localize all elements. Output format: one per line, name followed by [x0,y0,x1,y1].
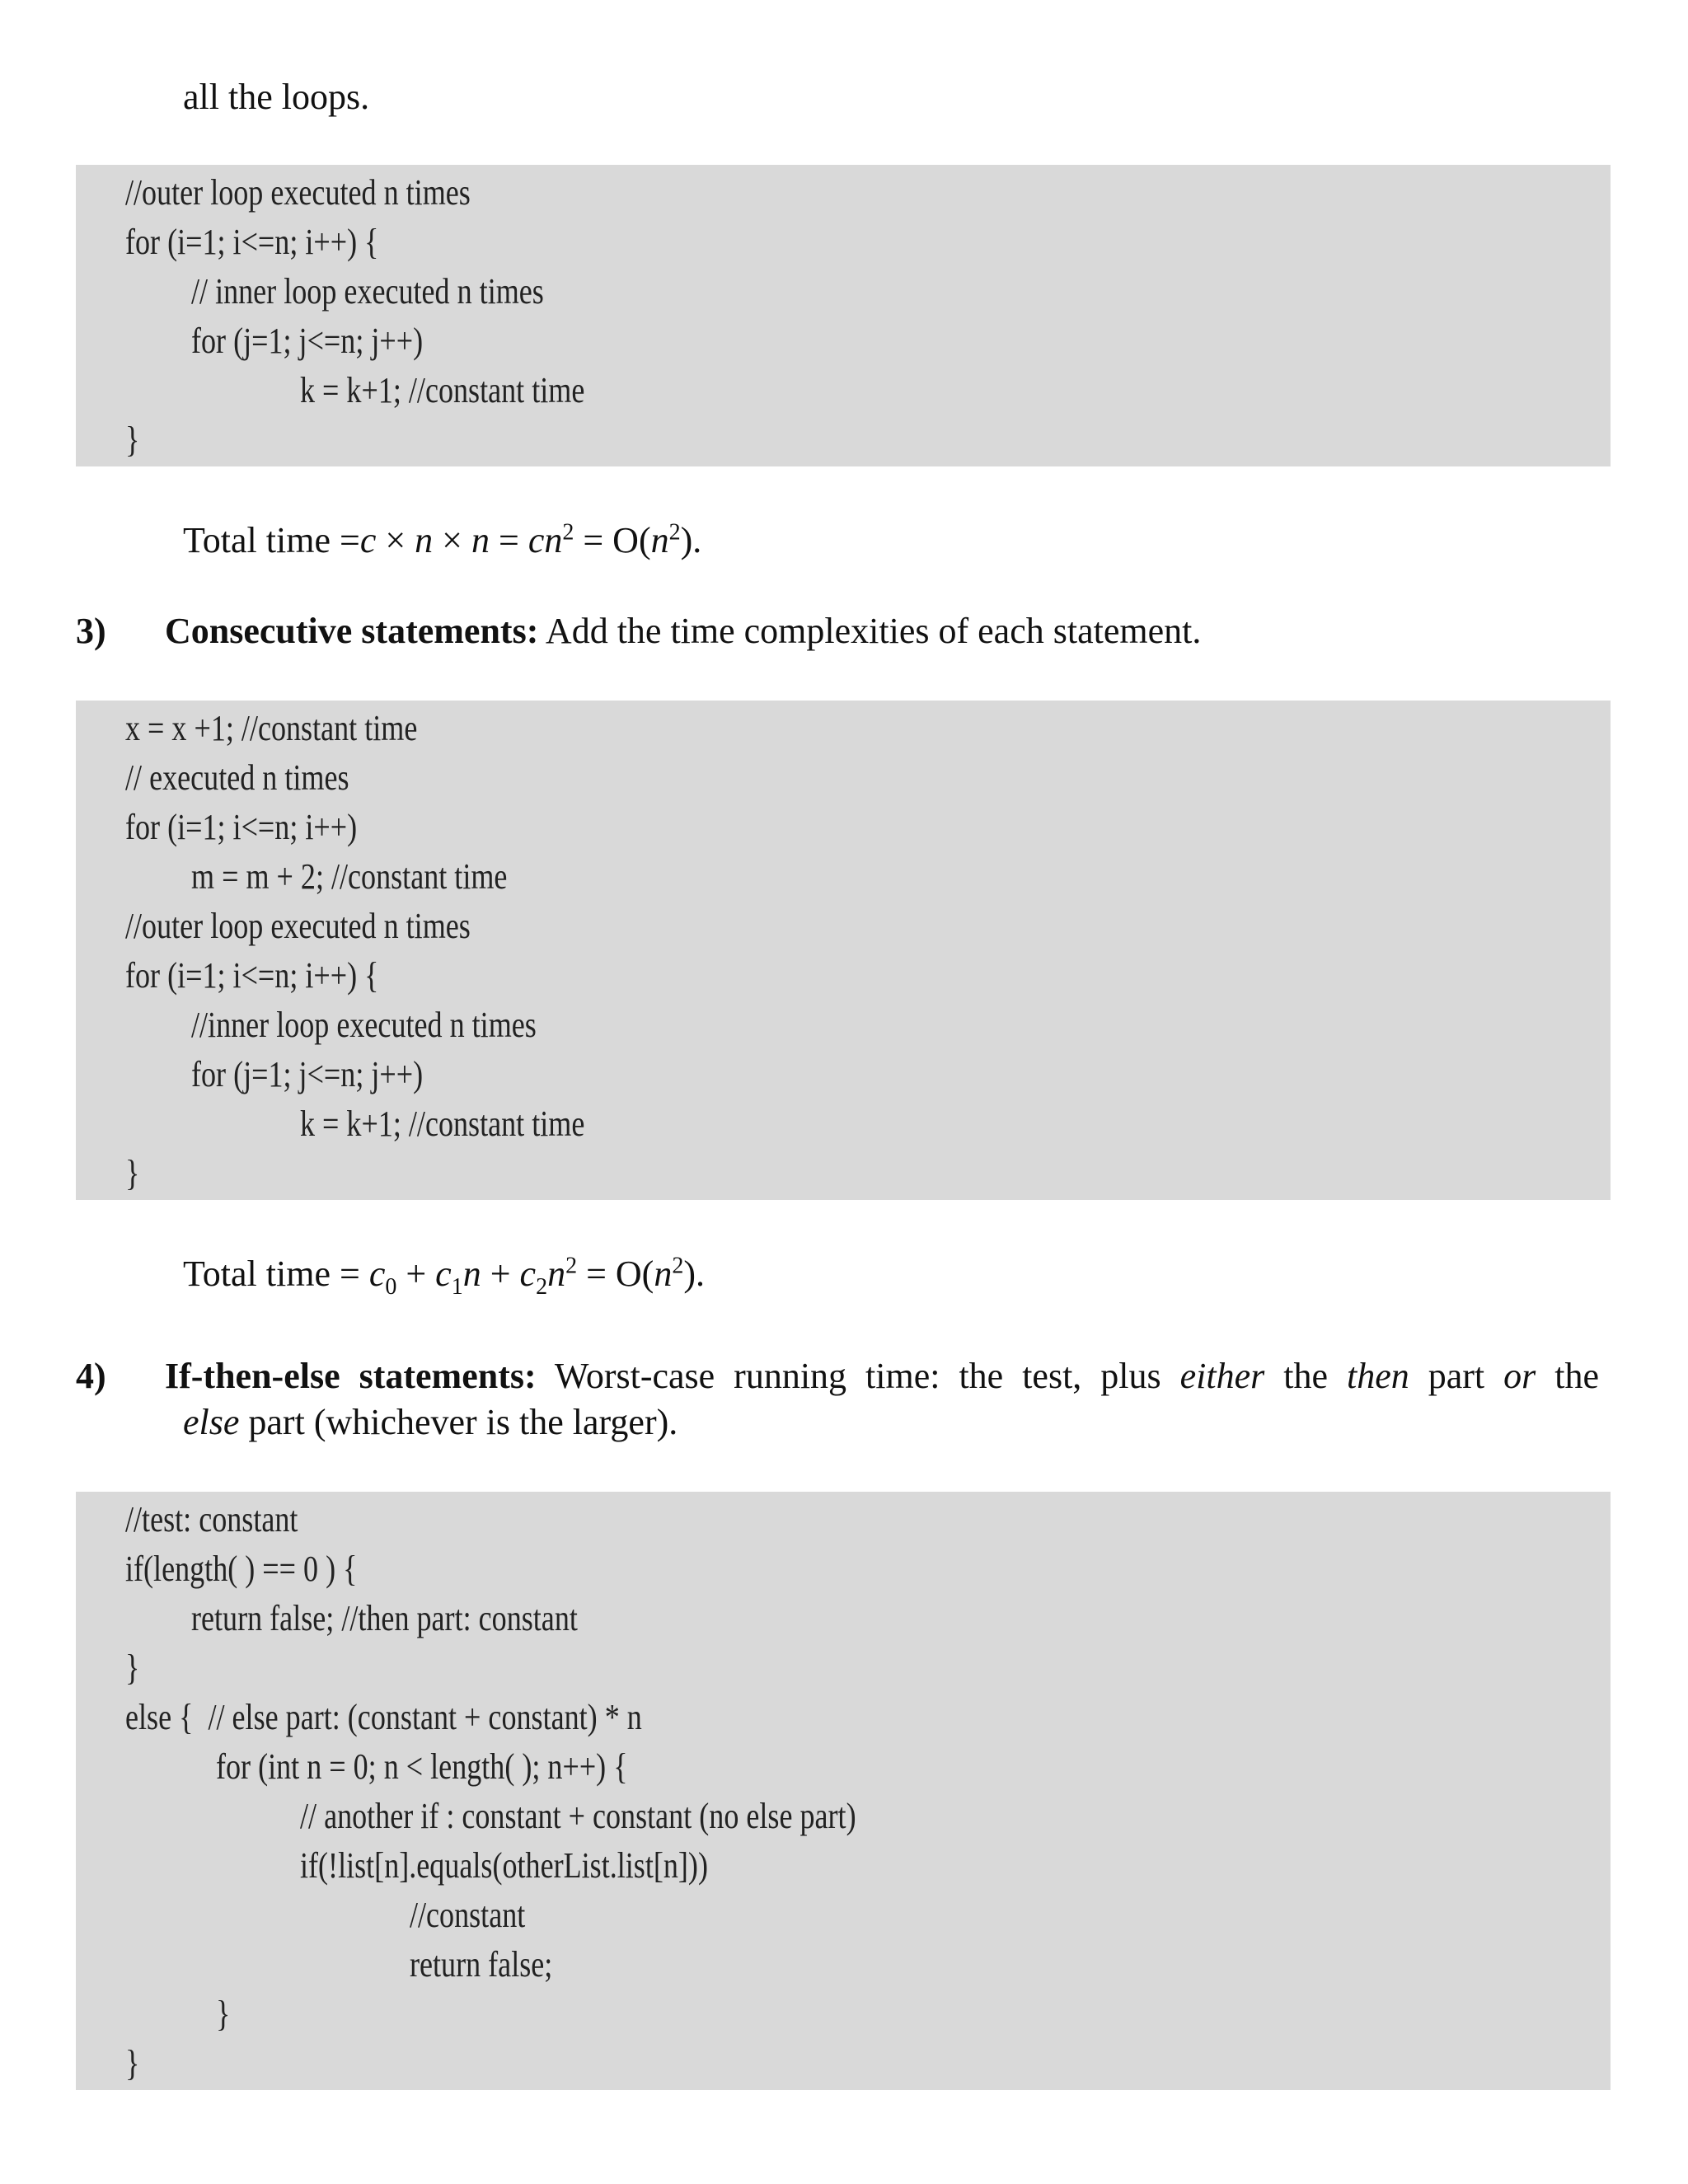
code-line: x = x +1; //constant time [125,708,418,748]
section-4-text-line-1: If-then-else statements: Worst-case running time: the test, plus either the then part or the [165,1356,1599,1396]
section-heading: If-then-else statements: [165,1356,537,1396]
code-block-consecutive [76,701,1611,1200]
code-line: } [125,2043,140,2083]
code-line: // inner loop executed n times [191,271,544,312]
section-number: 3) [76,611,106,651]
code-line: // executed n times [125,757,349,798]
code-block-if-then-else [76,1492,1611,2090]
code-line: for (j=1; j<=n; j++) [191,1054,424,1094]
section-4-text-line-2: else part (whichever is the larger). [183,1402,678,1442]
code-line: m = m + 2; //constant time [191,856,508,897]
section-number: 4) [76,1356,106,1396]
code-line: } [125,419,140,460]
code-line: k = k+1; //constant time [300,370,585,410]
code-line: //test: constant [125,1499,298,1540]
code-line: for (i=1; i<=n; i++) { [125,222,379,262]
code-line: if(!list[n].equals(otherList.list[n])) [300,1845,708,1886]
code-line: } [125,1647,140,1688]
code-line: for (int n = 0; n < length( ); n++) { [216,1746,628,1787]
code-line: for (j=1; j<=n; j++) [191,321,424,361]
code-line: //outer loop executed n times [125,172,471,213]
total-time-formula-1: Total time $=c \times n \times n = cn^2 = O(n^2)$. [183,519,702,560]
code-line: //constant [410,1895,526,1935]
code-line: return false; //then part: constant [191,1598,578,1638]
section-heading: Consecutive statements: [165,611,539,651]
code-line: //inner loop executed n times [191,1005,537,1045]
code-line: for (i=1; i<=n; i++) [125,807,358,847]
code-line: //outer loop executed n times [125,906,471,946]
code-line: for (i=1; i<=n; i++) { [125,955,379,996]
code-line: } [216,1994,231,2034]
section-3-text: Consecutive statements: Add the time complexities of each statement. [165,611,1202,651]
code-line: return false; [410,1944,553,1985]
code-line: } [125,1153,140,1193]
code-line: else { // else part: (constant + constant) * n [125,1697,642,1737]
total-time-formula-2: Total time = $c_0 + c_1n + c_2n^2 = O(n^2)$. [183,1253,705,1300]
intro-text: all the loops. [183,77,370,117]
code-line: k = k+1; //constant time [300,1104,585,1144]
code-line: if(length( ) == 0 ) { [125,1549,358,1589]
code-block-nested-loops [76,165,1611,466]
code-line: // another if : constant + constant (no else part) [300,1796,856,1836]
